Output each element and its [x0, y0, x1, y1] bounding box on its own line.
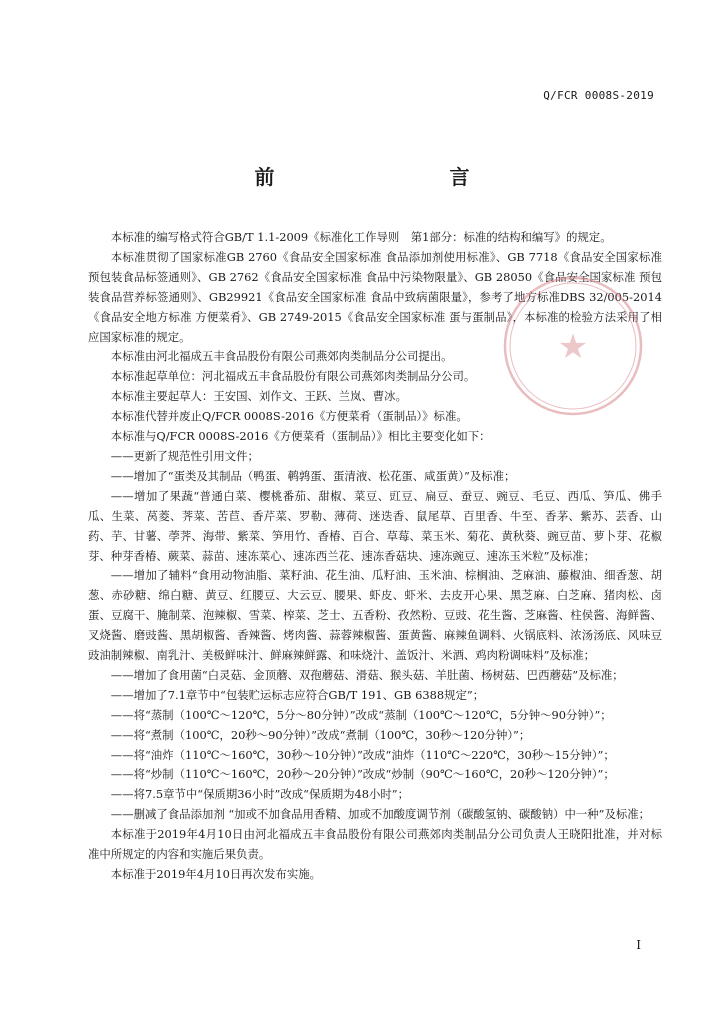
- change-item: ——更新了规范性引用文件；: [110, 448, 259, 463]
- paragraph: 本标准于2019年4月10日由河北福成五丰食品股份有限公司燕郊肉类制品分公司负责人王晓阳批准，并对标准中所规定的内容和实施后果负责。: [88, 827, 662, 862]
- change-item: ——将“炒制（110℃～160℃，20秒～20分钟）”改成“炒制（90℃～160℃，20秒～120分钟）”；: [110, 767, 615, 782]
- change-item: ——将“油炸（110℃～160℃，30秒～10分钟）”改成“油炸（110℃～220℃，30秒～15分钟）”；: [110, 747, 615, 762]
- paragraph: 本标准贯彻了国家标准GB 2760《食品安全国家标准 食品添加剂使用标准》、GB 7718《食品安全国家标准 预包装食品标签通则》、GB 2762《食品安全国家标准 食品中污染物限量》、GB 28050《食品安全国家标准 预包装食品营养标签通则》、GB29921《食品安全国家标准 食品中致病菌限量》，参考了地方标准DBS 32/005-2014《食品安全地方标准 方便菜肴》、GB 2749-2015《食品安全国家标准 蛋与蛋制品》，本标准的检验方法采用了相应国家标准的规定。: [88, 249, 662, 344]
- change-item: ——增加了7.1章节中“包装贮运标志应符合GB/T 191、GB 6388规定”；: [110, 687, 485, 702]
- change-item: ——增加了辅料“食用动物油脂、菜籽油、花生油、瓜籽油、玉米油、棕榈油、芝麻油、藤椒油、细香葱、胡葱、赤砂糖、绵白糖、黄豆、红腰豆、大云豆、腰果、虾皮、虾米、去皮开心果、黑芝麻、白芝麻、猪肉松、卤蛋、豆腐干、腌制菜、泡辣椒、雪菜、榨菜、芝士、五香粉、孜然粉、豆豉、花生酱、芝麻酱、柱侯酱、海鲜酱、叉烧酱、磨豉酱、黑胡椒酱、香辣酱、烤肉酱、蒜蓉辣椒酱、蛋黄酱、麻辣鱼调料、火锅底料、浓汤汤底、风味豆豉油制辣椒、南乳汁、美极鲜味汁、鲜麻辣鲜露、和味烧汁、盖饭汁、米酒、鸡肉粉调味料”及标准；: [88, 568, 662, 663]
- change-item: ——将“煮制（100℃，20秒～90分钟）”改成“煮制（100℃，30秒～120分钟）”；: [110, 727, 531, 742]
- change-item: ——增加了“蛋类及其制品（鸭蛋、鹌鹑蛋、蛋清液、松花蛋、咸蛋黄）”及标准；: [110, 468, 516, 483]
- document-code: Q/FCR 0008S-2019: [543, 89, 654, 102]
- paragraph: 本标准的编写格式符合GB/T 1.1-2009《标准化工作导则 第1部分：标准的结构和编写》的规定。: [110, 230, 612, 244]
- paragraph: 本标准代替并废止Q/FCR 0008S-2016《方便菜肴（蛋制品）》标准。: [110, 409, 468, 424]
- page-number: I: [636, 938, 641, 952]
- change-item: ——将“蒸制（100℃～120℃，5分～80分钟）”改成“蒸制（100℃～120℃，5分钟～90分钟）”；: [110, 707, 612, 722]
- document-body: [88, 228, 662, 885]
- paragraph: 本标准由河北福成五丰食品股份有限公司燕郊肉类制品分公司提出。: [110, 349, 453, 364]
- page-title: 前 言: [254, 165, 554, 189]
- paragraph: 本标准于2019年4月10日再次发布实施。: [110, 867, 321, 881]
- paragraph: 本标准与Q/FCR 0008S-2016《方便菜肴（蛋制品）》相比主要变化如下：: [110, 429, 491, 444]
- change-item: ——将7.5章节中“保质期36小时”改成“保质期为48小时”；: [110, 787, 410, 802]
- svg-text:★: ★: [557, 327, 589, 367]
- paragraph: 本标准起草单位：河北福成五丰食品股份有限公司燕郊肉类制品分公司。: [110, 369, 476, 384]
- change-item: ——增加了果蔬“普通白菜、樱桃番茄、甜椒、菜豆、豇豆、扁豆、蚕豆、豌豆、毛豆、西瓜、笋瓜、佛手瓜、生菜、莴菱、荠菜、苦苣、香芹菜、罗勒、薄荷、迷迭香、鼠尾草、百里香、牛至、香茅、紫苏、芸香、山药、芋、甘薯、荸荠、海带、紫菜、笋用竹、香椿、百合、草莓、菜玉米、菊花、黄秋葵、豌豆苗、萝卜芽、花椒芽、种芽香椿、蕨菜、蒜苗、速冻菜心、速冻西兰花、速冻香菇块、速冻豌豆、速冻玉米粒”及标准；: [88, 488, 662, 563]
- change-item: ——删减了食品添加剂 “加或不加食品用香精、加或不加酸度调节剂（碳酸氢钠、碳酸钠）中一种”及标准；: [110, 807, 651, 822]
- paragraph: 本标准主要起草人：王安国、刘作文、王跃、兰岚、曹冰。: [110, 389, 407, 404]
- change-item: ——增加了食用菌“白灵菇、金顶蘑、双孢蘑菇、滑菇、猴头菇、羊肚菌、杨树菇、巴西蘑菇”及标准；: [110, 667, 624, 682]
